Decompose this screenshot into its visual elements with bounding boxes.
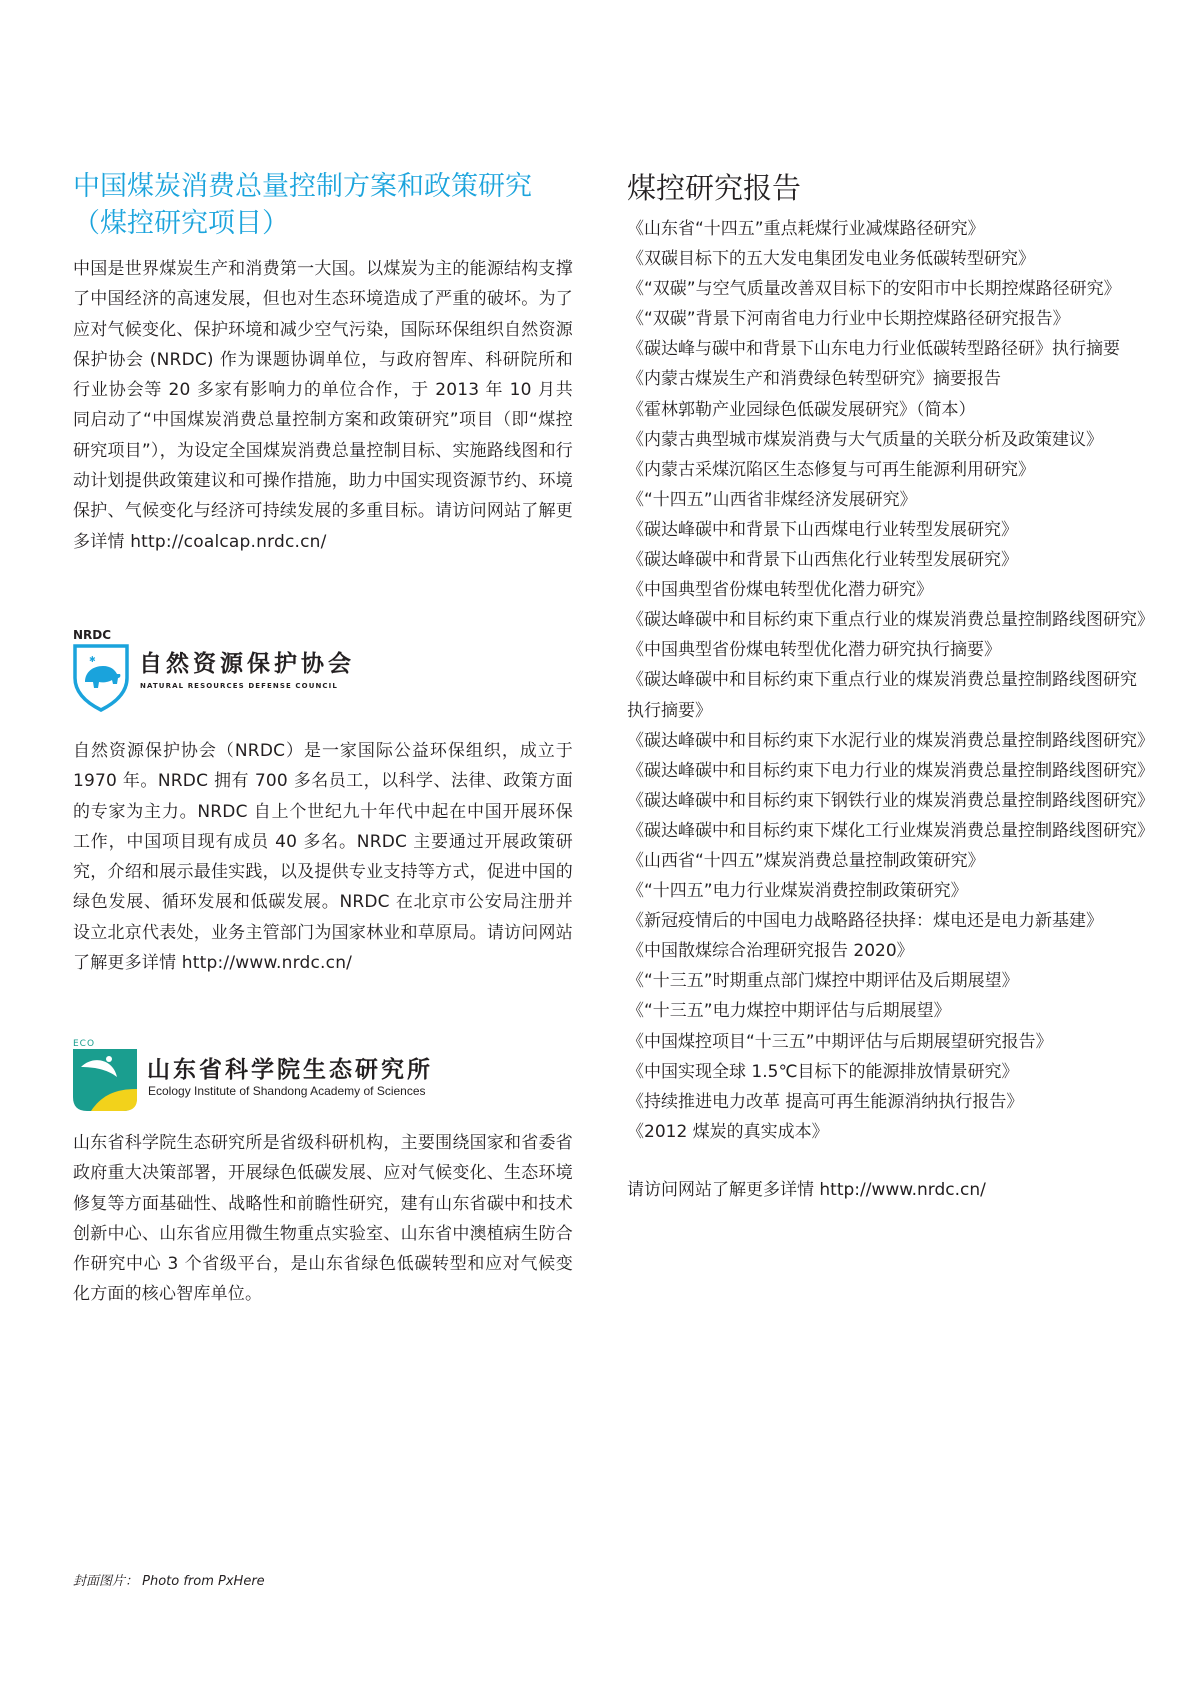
eco-dot-icon [106,1056,112,1062]
report-item: 《山西省“十四五”煤炭消费总量控制政策研究》 [627,850,985,871]
report-item: 《中国煤控项目“十三五”中期评估与后期展望研究报告》 [627,1031,1053,1052]
report-item: 《碳达峰与碳中和背景下山东电力行业低碳转型路径研》执行摘要 [627,339,1120,360]
report-item: 《中国实现全球 1.5℃目标下的能源排放情景研究》 [627,1061,1019,1082]
project-title: 中国煤炭消费总量控制方案和政策研究（煤控研究项目） [73,171,532,239]
report-item: 《“十四五”电力行业煤炭消费控制政策研究》 [627,881,968,902]
report-item: 《碳达峰碳中和目标约束下重点行业的煤炭消费总量控制路线图研究执行摘要》 [627,670,1137,721]
eco-logo-graphic [73,1037,473,1111]
nrdc-logo [73,628,353,712]
eco-section [73,1128,573,1310]
nrdc-name-en: NATURAL RESOURCES DEFENSE COUNCIL [140,682,338,690]
eco-name-en: Ecology Institute of Shandong Academy of Sciences [148,1084,426,1098]
report-item: 《中国典型省份煤电转型优化潜力研究执行摘要》 [627,640,1001,661]
eco-logo [73,1037,473,1111]
report-item: 《内蒙古采煤沉陷区生态修复与可再生能源利用研究》 [627,459,1035,480]
reports-footer: 请访问网站了解更多详情 http://www.nrdc.cn/ [627,1179,986,1200]
report-item: 《碳达峰碳中和目标约束下钢铁行业的煤炭消费总量控制路线图研究》 [627,790,1154,811]
report-item: 《山东省“十四五”重点耗煤行业减煤路径研究》 [627,219,985,239]
report-item: 《碳达峰碳中和背景下山西煤电行业转型发展研究》 [627,519,1018,540]
report-item: 《内蒙古煤炭生产和消费绿色转型研究》摘要报告 [627,369,1001,390]
eco-description: 山东省科学院生态研究所是省级科研机构，主要围绕国家和省委省政府重大决策部署，开展绿色低碳发展、应对气候变化、生态环境修复等方面基础性、战略性和前瞻性研究，建有山东省碳中和技术创新中心、山东省应用微生物重点实验室、山东省中澳植病生防合作研究中心 3 个省级平台，是山东省绿色低碳转型和应对气候变化方面的核心智库单位。 [73,1133,573,1305]
report-item: 《碳达峰碳中和目标约束下电力行业的煤炭消费总量控制路线图研究》 [627,760,1154,781]
report-item: 《2012 煤炭的真实成本》 [627,1121,829,1142]
nrdc-logo-graphic [73,628,353,712]
report-item: 《内蒙古典型城市煤炭消费与大气质量的关联分析及政策建议》 [627,429,1103,450]
eco-name-cn: 山东省科学院生态研究所 [147,1056,433,1083]
project-description: 中国是世界煤炭生产和消费第一大国。以煤炭为主的能源结构支撑了中国经济的高速发展，但也对生态环境造成了严重的破坏。为了应对气候变化、保护环境和减少空气污染，国际环保组织自然资源保护协会 (NRDC) 作为课题协调单位，与政府智库、科研院所和行业协会等 20 多家有影响力的单位合作，于 2013 年 10 月共同启动了“中国煤炭消费总量控制方案和政策研究”项目（即“煤控研究项目”），为设定全国煤炭消费总量控制目标、实施路线图和行动计划提供政策建议和可操作措施，助力中国实现资源节约、环境保护、气候变化与经济可持续发展的多重目标。请访问网站了解更多详情 http://coalcap.nrdc.cn/ [73,259,573,552]
nrdc-description: 自然资源保护协会（NRDC）是一家国际公益环保组织，成立于 1970 年。NRDC 拥有 700 多名员工，以科学、法律、政策方面的专家为主力。NRDC 自上个世纪九十年代中起在中国开展环保工作，中国项目现有成员 40 多名。NRDC 主要通过开展政策研究，介绍和展示最佳实践，以及提供专业支持等方式，促进中国的绿色发展、循环发展和低碳发展。NRDC 在北京市公安局注册并设立北京代表处，业务主管部门为国家林业和草原局。请访问网站了解更多详情 http://www.nrdc.cn/ [73,741,573,974]
report-item: 《霍林郭勒产业园绿色低碳发展研究》（简本） [627,399,976,420]
eco-tag: ECO [73,1039,96,1049]
report-item: 《“十三五”电力煤控中期评估与后期展望》 [627,1001,951,1022]
reports-section [627,168,1154,1205]
nrdc-name-cn: 自然资源保护协会 [139,651,353,677]
report-item: 《中国典型省份煤电转型优化潜力研究》 [627,580,933,601]
report-item: 《“十三五”时期重点部门煤控中期评估及后期展望》 [627,971,1019,992]
report-item: 《持续推进电力改革 提高可再生能源消纳执行报告》 [627,1091,1024,1112]
nrdc-section [73,736,573,978]
report-item: 《碳达峰碳中和目标约束下水泥行业的煤炭消费总量控制路线图研究》 [627,730,1154,751]
project-section [73,168,573,557]
report-item: 《碳达峰碳中和背景下山西焦化行业转型发展研究》 [627,550,1018,571]
report-item: 《新冠疫情后的中国电力战略路径抉择：煤电还是电力新基建》 [627,911,1103,932]
report-item: 《中国散煤综合治理研究报告 2020》 [627,941,914,962]
report-item: 《碳达峰碳中和目标约束下重点行业的煤炭消费总量控制路线图研究》 [627,610,1154,631]
report-item: 《“十四五”山西省非煤经济发展研究》 [627,489,917,510]
report-list [627,214,1154,1147]
report-item: 《双碳目标下的五大发电集团发电业务低碳转型研究》 [627,249,1035,270]
report-item: 《“双碳”背景下河南省电力行业中长期控煤路径研究报告》 [627,309,1070,330]
star-icon: ✱ [89,655,96,664]
cover-photo-credit: 封面图片： Photo from PxHere [73,1574,265,1589]
reports-title: 煤控研究报告 [627,171,802,205]
nrdc-abbr: NRDC [73,628,112,642]
report-item: 《“双碳”与空气质量改善双目标下的安阳市中长期控煤路径研究》 [627,279,1121,300]
report-item: 《碳达峰碳中和目标约束下煤化工行业煤炭消费总量控制路线图研究》 [627,820,1154,841]
bear-icon [85,666,120,688]
